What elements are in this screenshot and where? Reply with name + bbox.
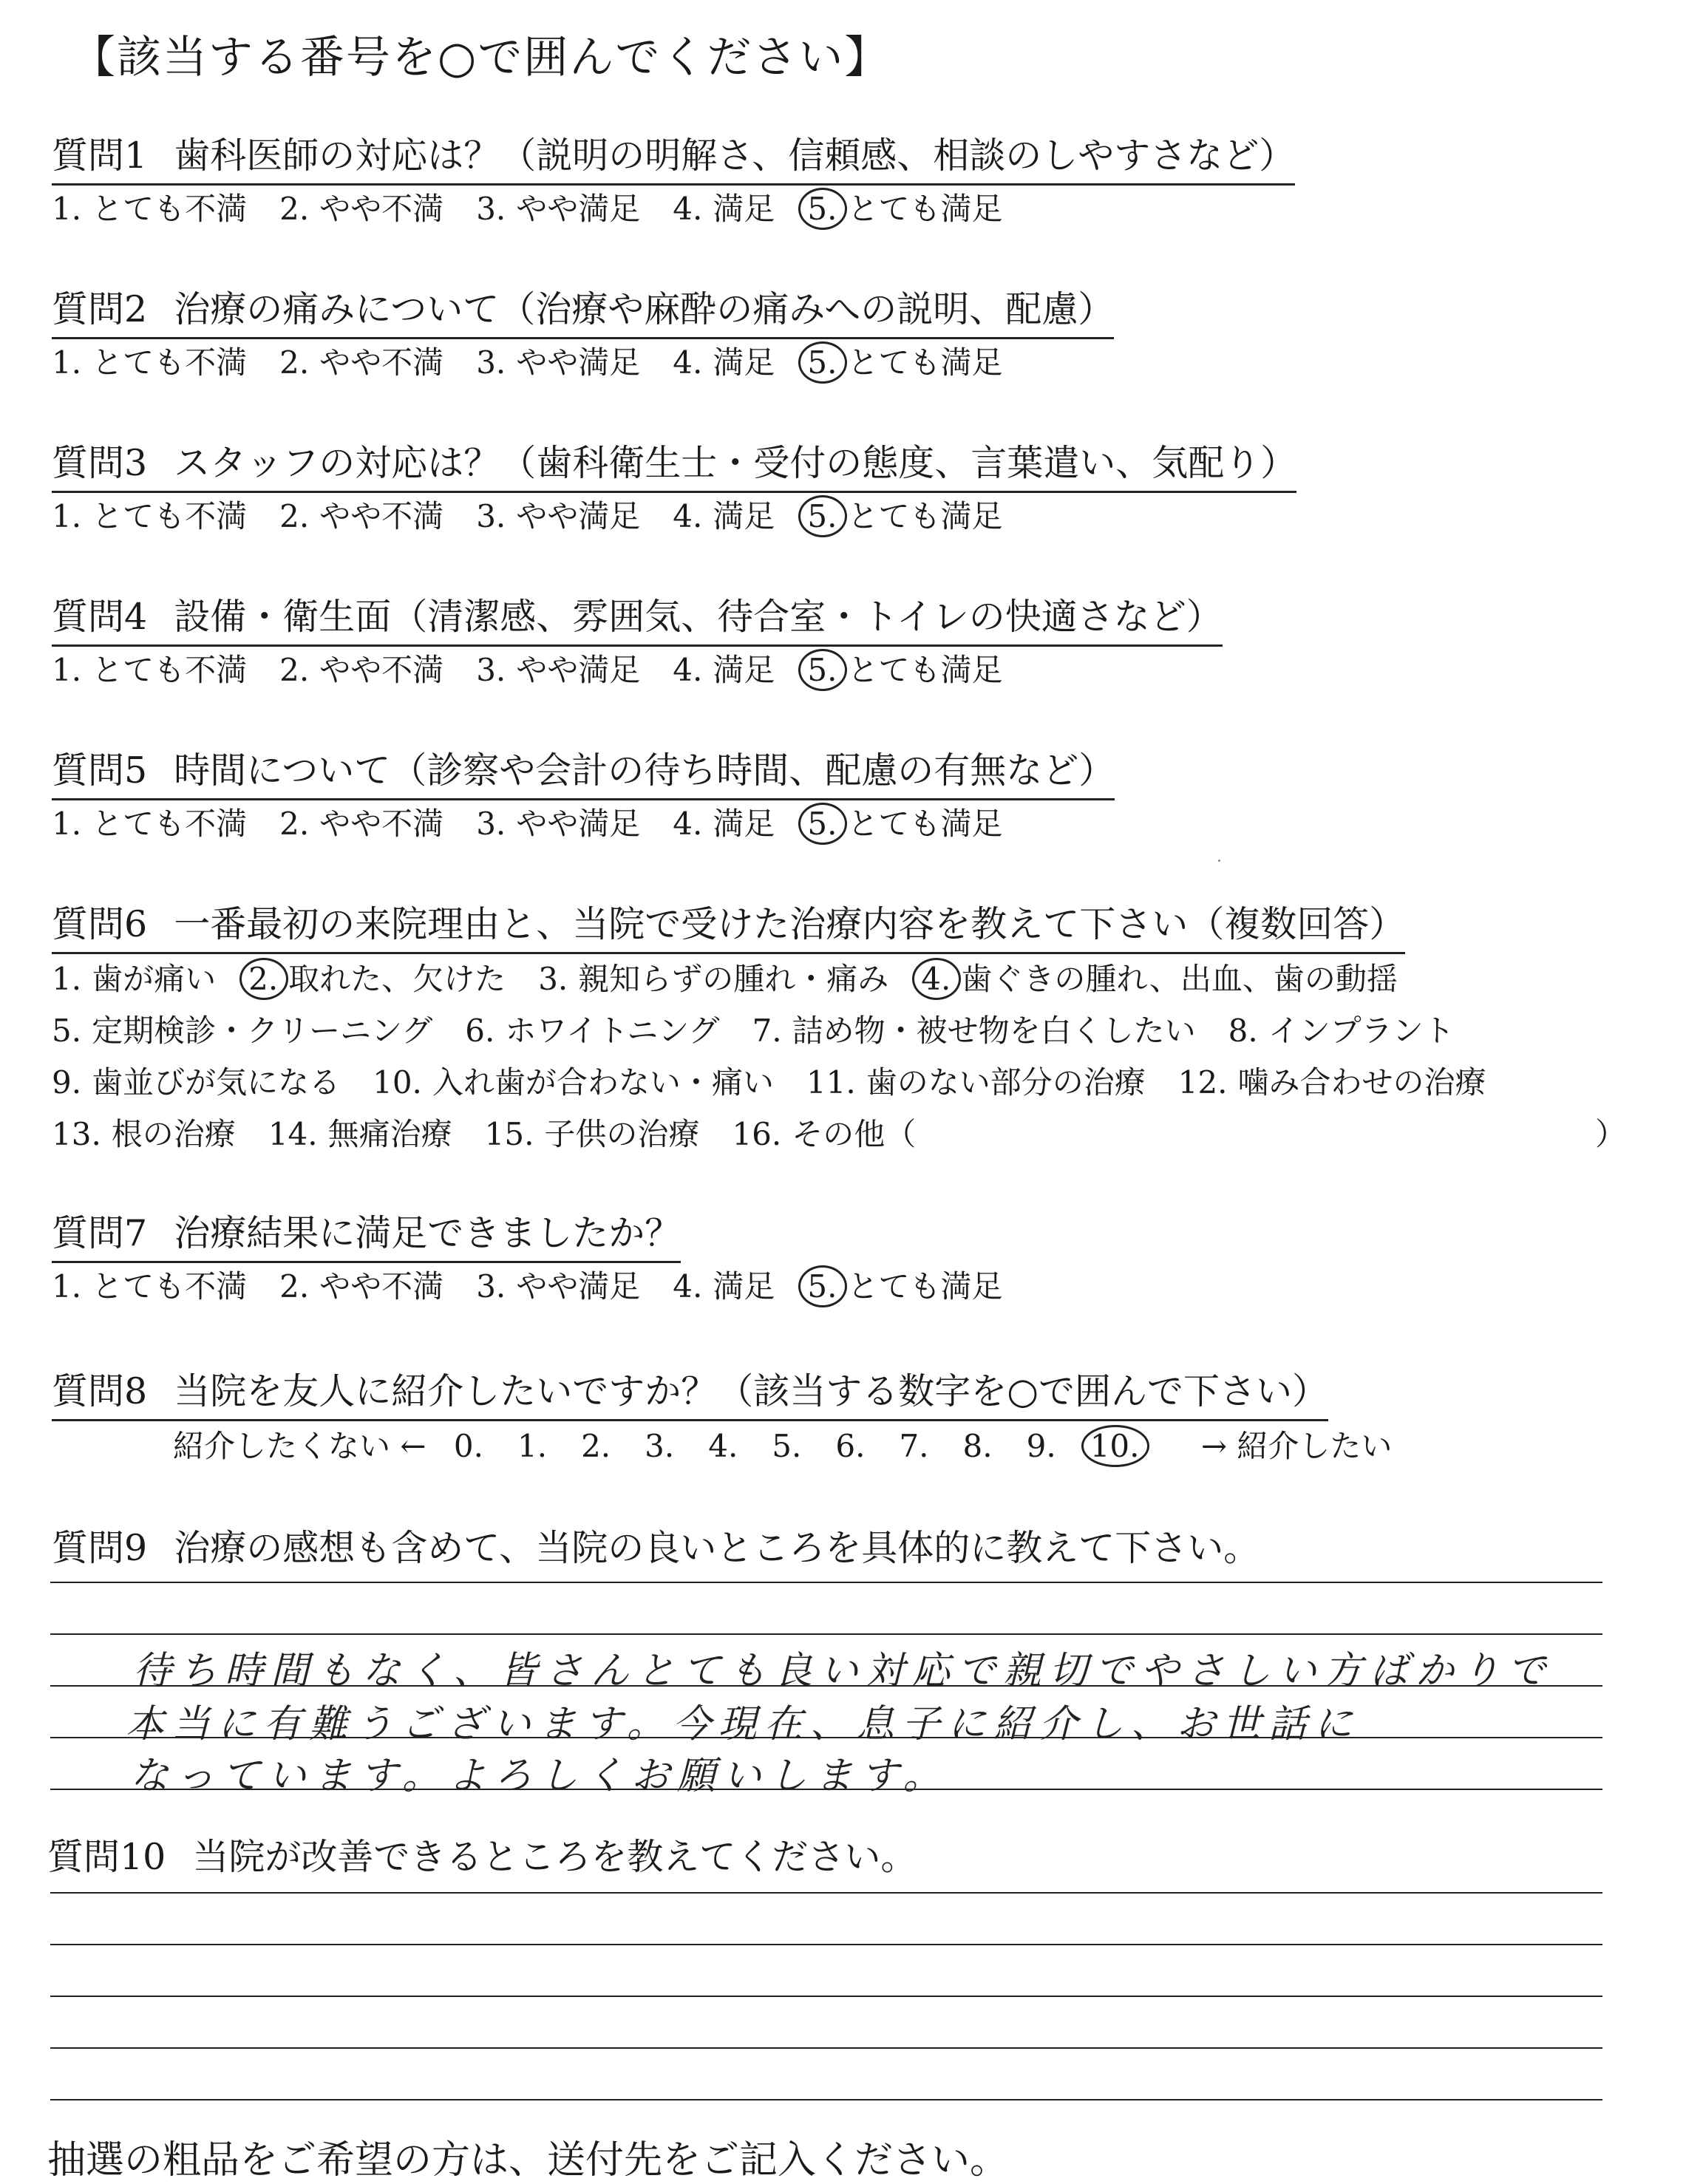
- option-number: 6.: [465, 1013, 495, 1049]
- option-number: 5.: [772, 1428, 802, 1464]
- option-number: 2.: [279, 1268, 310, 1304]
- option-number: 14.: [268, 1116, 318, 1152]
- option-number: 5.: [807, 652, 837, 688]
- rating-option-2[interactable]: [279, 1262, 443, 1307]
- option-number: 1.: [52, 652, 82, 688]
- option-number: 3.: [476, 652, 506, 688]
- reason-option-5[interactable]: [52, 1007, 432, 1051]
- question-4-title: 質問4 設備・衛生面（清潔感、雰囲気、待合室・トイレの快適さなど）: [52, 588, 1223, 647]
- option-label: とても不満: [92, 498, 248, 534]
- reason-option-15[interactable]: [485, 1110, 700, 1154]
- option-number: 2.: [279, 652, 310, 688]
- question-2-title: 質問2 治療の痛みについて（治療や麻酔の痛みへの説明、配慮）: [52, 281, 1114, 339]
- rating-option-3[interactable]: [476, 185, 640, 229]
- option-number: 9.: [52, 1064, 82, 1100]
- rating-option-3[interactable]: [476, 339, 640, 383]
- option-number: 1.: [52, 191, 82, 227]
- option-number: 5.: [807, 191, 837, 227]
- option-label: 歯のない部分の治療: [866, 1064, 1146, 1100]
- option-label: やや満足: [516, 652, 641, 688]
- option-number: 13.: [52, 1116, 101, 1152]
- option-label: 親知らずの腫れ・痛み: [578, 961, 889, 997]
- rating-option-4[interactable]: [673, 646, 775, 690]
- option-label: 歯並びが気になる: [92, 1064, 341, 1100]
- handwritten-answer-line-1: 待ち時間もなく、皆さんとても良い対応で親切でやさしい方ばかりで: [133, 1649, 1553, 1693]
- option-number: 15.: [484, 1116, 534, 1152]
- reason-option-10[interactable]: [373, 1058, 774, 1103]
- answer-line: [50, 2099, 1602, 2100]
- reason-option-1[interactable]: [52, 955, 216, 999]
- question-5-options[interactable]: [52, 800, 1035, 844]
- option-number: 4.: [921, 961, 951, 997]
- option-label: 取れた、欠けた: [288, 961, 506, 997]
- recommend-score-9[interactable]: [1027, 1428, 1056, 1464]
- option-label: やや不満: [319, 1268, 444, 1304]
- option-number: 4.: [673, 498, 703, 534]
- option-number: 11.: [806, 1064, 856, 1100]
- option-label: とても満足: [847, 191, 1003, 227]
- option-label: とても不満: [92, 191, 248, 227]
- option-label: とても満足: [847, 498, 1003, 534]
- option-label: 歯ぐきの腫れ、出血、歯の動揺: [961, 961, 1398, 997]
- option-number: 1.: [52, 344, 82, 381]
- reason-option-9[interactable]: [52, 1058, 340, 1103]
- option-number: 4.: [673, 1268, 703, 1304]
- option-number: 1.: [517, 1428, 548, 1464]
- scan-speck: [1218, 860, 1220, 862]
- option-number: 4.: [673, 191, 703, 227]
- rating-option-1[interactable]: [52, 339, 247, 383]
- option-label: 噛み合わせの治療: [1237, 1064, 1486, 1100]
- rating-option-1[interactable]: [52, 185, 247, 229]
- option-label: 満足: [713, 498, 775, 534]
- question-4-options[interactable]: [52, 646, 1035, 690]
- rating-option-4[interactable]: [673, 339, 775, 383]
- option-label: その他（: [792, 1116, 917, 1152]
- option-label: 満足: [713, 191, 775, 227]
- option-number: 7.: [752, 1013, 782, 1049]
- option-label: やや満足: [516, 498, 641, 534]
- rating-option-2[interactable]: [279, 800, 443, 844]
- rating-option-2[interactable]: [279, 646, 443, 690]
- option-label: 定期検診・クリーニング: [92, 1013, 433, 1049]
- recommend-score-3[interactable]: [645, 1428, 674, 1464]
- scale-right-label: → 紹介したい: [1200, 1428, 1393, 1464]
- page-header: 【該当する番号を○で囲んでください】: [71, 32, 891, 84]
- option-number: 2.: [248, 961, 279, 997]
- reason-option-11[interactable]: [806, 1058, 1146, 1103]
- option-number: 9.: [1026, 1428, 1056, 1464]
- option-number: 12.: [1177, 1064, 1228, 1100]
- option-number: 2.: [279, 344, 310, 381]
- option-number: 5.: [807, 1268, 837, 1304]
- question-6-options-row-1[interactable]: [52, 955, 1430, 999]
- rating-option-5[interactable]: [807, 800, 1002, 844]
- rating-option-5[interactable]: [807, 185, 1002, 229]
- rating-option-3[interactable]: [476, 800, 640, 844]
- option-number: 7.: [899, 1428, 929, 1464]
- rating-option-1[interactable]: [52, 800, 247, 844]
- option-label: やや不満: [319, 344, 444, 381]
- option-label: 満足: [713, 652, 775, 688]
- option-label: とても満足: [847, 1268, 1003, 1304]
- question-6-title: 質問6 一番最初の来院理由と、当院で受けた治療内容を教えて下さい（複数回答）: [52, 896, 1405, 954]
- option-number: 1.: [52, 806, 82, 842]
- option-number: 3.: [476, 1268, 506, 1304]
- option-label: 根の治療: [111, 1116, 236, 1152]
- rating-option-1[interactable]: [52, 1262, 247, 1307]
- option-label: やや不満: [319, 498, 444, 534]
- option-label: やや満足: [516, 191, 641, 227]
- rating-option-5[interactable]: [807, 646, 1002, 690]
- option-number: 3.: [476, 191, 506, 227]
- question-3-options[interactable]: [52, 492, 1035, 537]
- option-label: やや不満: [319, 191, 444, 227]
- option-number: 4.: [673, 806, 703, 842]
- option-number: 4.: [673, 344, 703, 381]
- question-6-options-row-3[interactable]: [52, 1058, 1519, 1103]
- option-number: 8.: [1228, 1013, 1258, 1049]
- option-label: とても不満: [92, 1268, 248, 1304]
- option-label: 無痛治療: [327, 1116, 452, 1152]
- question-8-title: 質問8 当院を友人に紹介したいですか？（該当する数字を○で囲んで下さい）: [52, 1363, 1328, 1421]
- handwritten-answer-line-2: 本当に有難うございます。今現在、息子に紹介し、お世話に: [126, 1702, 1360, 1746]
- scale-left-label: 紹介したくない ←: [173, 1428, 426, 1464]
- question-9-title: 質問9 治療の感想も含めて、当院の良いところを具体的に教えて下さい。: [52, 1527, 1260, 1569]
- recommend-score-5[interactable]: [772, 1428, 801, 1464]
- reason-option-14[interactable]: [268, 1110, 452, 1154]
- recommend-score-1[interactable]: [517, 1428, 547, 1464]
- option-number: 3.: [538, 961, 568, 997]
- option-label: 満足: [713, 806, 775, 842]
- footer-note: 抽選の粗品をご希望の方は、送付先をご記入ください。: [47, 2138, 1009, 2183]
- question-10-title: 質問10 当院が改善できるところを教えてください。: [47, 1836, 917, 1878]
- option-number: 5.: [807, 498, 837, 534]
- answer-line: [50, 2047, 1602, 2049]
- rating-option-2[interactable]: [279, 185, 443, 229]
- question-7-title: 質問7 治療結果に満足できましたか？: [52, 1205, 681, 1263]
- question-1-options[interactable]: [52, 185, 1035, 229]
- reason-option-3[interactable]: [538, 955, 888, 999]
- option-number: 2.: [581, 1428, 611, 1464]
- option-number: 4.: [708, 1428, 738, 1464]
- option-number: 5.: [52, 1013, 82, 1049]
- reason-option-16[interactable]: [732, 1110, 916, 1154]
- option-label: 満足: [713, 1268, 775, 1304]
- handwritten-answer-line-3: なっています。よろしくお願いします。: [130, 1754, 949, 1798]
- option-label: やや不満: [319, 652, 444, 688]
- option-label: やや満足: [516, 344, 641, 381]
- rating-option-4[interactable]: [673, 800, 775, 844]
- option-number: 10.: [1090, 1428, 1140, 1464]
- option-label: 歯が痛い: [92, 961, 217, 997]
- option-label: とても不満: [92, 652, 248, 688]
- answer-line: [50, 1892, 1602, 1894]
- option-label: とても不満: [92, 806, 248, 842]
- option-label: インプラント: [1268, 1013, 1455, 1049]
- option-label: 子供の治療: [544, 1116, 700, 1152]
- recommend-score-4[interactable]: [708, 1428, 738, 1464]
- rating-option-5[interactable]: [807, 492, 1002, 537]
- rating-option-1[interactable]: [52, 492, 247, 537]
- option-number: 1.: [52, 961, 82, 997]
- rating-option-1[interactable]: [52, 646, 247, 690]
- recommend-score-8[interactable]: [963, 1428, 993, 1464]
- option-number: 5.: [807, 806, 837, 842]
- question-3-title: 質問3 スタッフの対応は？（歯科衛生士・受付の態度、言葉遣い、気配り）: [52, 435, 1296, 493]
- reason-option-12[interactable]: [1178, 1058, 1486, 1103]
- option-label: やや満足: [516, 806, 641, 842]
- option-number: 16.: [732, 1116, 782, 1152]
- option-number: 3.: [476, 344, 506, 381]
- option-number: 3.: [476, 806, 506, 842]
- option-label: ホワイトニング: [505, 1013, 720, 1049]
- question-5-title: 質問5 時間について（診察や会計の待ち時間、配慮の有無など）: [52, 742, 1115, 800]
- option-number: 1.: [52, 498, 82, 534]
- option-number: 8.: [962, 1428, 993, 1464]
- reason-option-7[interactable]: [752, 1007, 1196, 1051]
- question-8-scale[interactable]: [155, 1422, 1410, 1466]
- recommend-score-0[interactable]: [454, 1428, 483, 1464]
- rating-option-5[interactable]: [807, 339, 1002, 383]
- rating-option-2[interactable]: [279, 339, 443, 383]
- rating-option-5[interactable]: [807, 1262, 1002, 1307]
- option-label: やや満足: [516, 1268, 641, 1304]
- reason-option-8[interactable]: [1228, 1007, 1455, 1051]
- rating-option-4[interactable]: [673, 185, 775, 229]
- option-label: 詰め物・被せ物を白くしたい: [792, 1013, 1196, 1049]
- rating-option-3[interactable]: [476, 492, 640, 537]
- reason-option-13[interactable]: [52, 1110, 236, 1154]
- question-7-options[interactable]: [52, 1262, 1035, 1307]
- option-number: 5.: [807, 344, 837, 381]
- option-number: 1.: [52, 1268, 82, 1304]
- option-number: 2.: [279, 806, 310, 842]
- answer-line: [50, 1633, 1602, 1635]
- reason-option-4[interactable]: [921, 955, 1398, 999]
- option-number: 4.: [673, 652, 703, 688]
- answer-line: [50, 1582, 1602, 1583]
- option-label: 満足: [713, 344, 775, 381]
- reason-option-2[interactable]: [248, 955, 506, 999]
- option-number: 10.: [373, 1064, 422, 1100]
- option-number: 0.: [453, 1428, 483, 1464]
- answer-line: [50, 1996, 1602, 1997]
- option-label: やや不満: [319, 806, 444, 842]
- recommend-score-6[interactable]: [835, 1428, 865, 1464]
- rating-option-2[interactable]: [279, 492, 443, 537]
- question-6-options-row-4[interactable]: [52, 1110, 948, 1154]
- option-number: 6.: [835, 1428, 866, 1464]
- reason-option-6[interactable]: [465, 1007, 719, 1051]
- recommend-score-7[interactable]: [899, 1428, 928, 1464]
- option-label: とても満足: [847, 652, 1003, 688]
- recommend-score-2[interactable]: [581, 1428, 611, 1464]
- option-label: 入れ歯が合わない・痛い: [432, 1064, 774, 1100]
- recommend-score-10[interactable]: [1090, 1428, 1140, 1464]
- option-number: 3.: [476, 498, 506, 534]
- question-6-options-row-2[interactable]: [52, 1007, 1487, 1051]
- rating-option-3[interactable]: [476, 646, 640, 690]
- question-6-other-close-paren: ）: [1595, 1116, 1627, 1152]
- question-1-title: 質問1 歯科医師の対応は？（説明の明解さ、信頼感、相談のしやすさなど）: [52, 127, 1295, 186]
- option-label: とても満足: [847, 806, 1003, 842]
- rating-option-4[interactable]: [673, 492, 775, 537]
- rating-option-4[interactable]: [673, 1262, 775, 1307]
- rating-option-3[interactable]: [476, 1262, 640, 1307]
- option-number: 2.: [279, 191, 310, 227]
- option-label: とても満足: [847, 344, 1003, 381]
- option-number: 3.: [645, 1428, 675, 1464]
- option-label: とても不満: [92, 344, 248, 381]
- option-number: 2.: [279, 498, 310, 534]
- question-2-options[interactable]: [52, 339, 1035, 383]
- answer-line: [50, 1944, 1602, 1945]
